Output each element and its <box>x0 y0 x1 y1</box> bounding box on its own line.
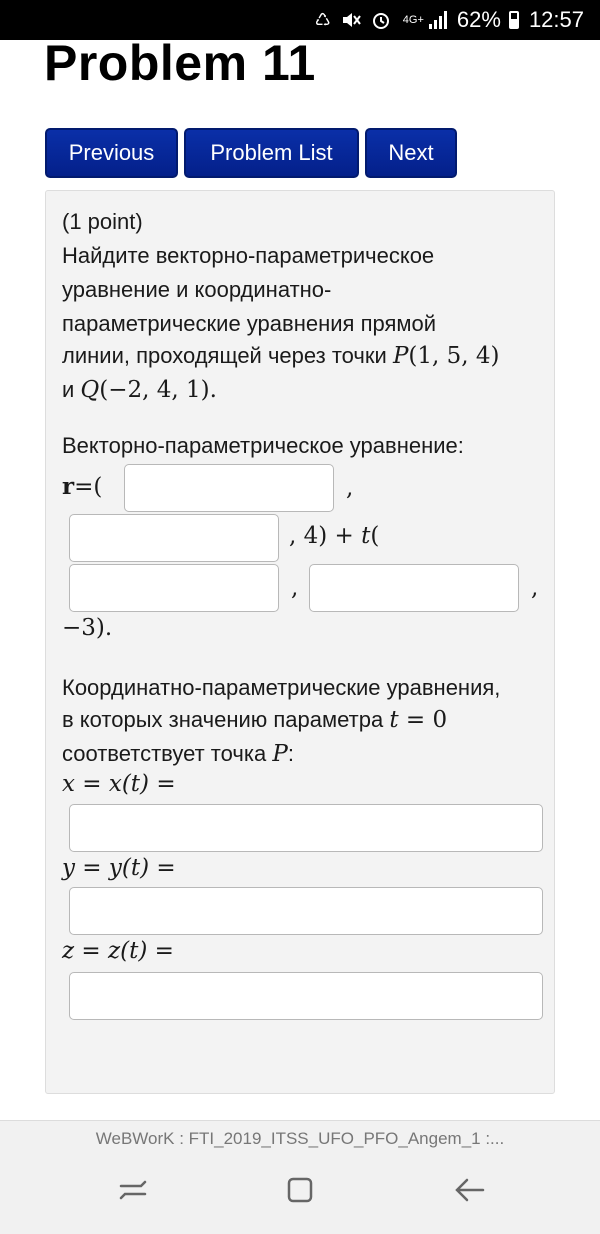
clock: 12:57 <box>528 7 584 32</box>
problem-list-button[interactable]: Problem List <box>184 128 359 178</box>
comma-1: , <box>346 475 354 501</box>
z-equation-label: z = z(t) = <box>62 938 174 964</box>
vector-point-x-input[interactable] <box>124 464 334 512</box>
statement-line-4 <box>62 339 500 373</box>
y-equation-label: y = y(t) = <box>62 855 176 881</box>
statement-line-3: параметрические уравнения прямой <box>62 311 437 336</box>
network-type: 4G+ <box>402 14 424 26</box>
point-p: P(1, 5, 4) <box>392 343 500 369</box>
mid-expression <box>289 523 379 549</box>
mid-expression-text: , 4) + <box>289 523 362 549</box>
alarm-icon <box>371 10 391 30</box>
problem-points: (1 point) <box>62 209 143 234</box>
point-q-coords: (−2, 4, 1). <box>99 377 217 403</box>
recycle-icon: ♺ <box>314 9 331 30</box>
vector-point-y-input[interactable] <box>69 514 279 562</box>
t-equals-zero: t = 0 <box>389 707 448 733</box>
point-p-ref: P <box>272 741 288 767</box>
mute-icon <box>341 10 361 30</box>
point-p-coords: (1, 5, 4) <box>408 343 500 369</box>
statement-line-2: уравнение и координатно- <box>62 277 332 302</box>
recent-apps-icon[interactable] <box>113 1170 153 1210</box>
statement-line-1: Найдите векторно-параметрическое <box>62 243 435 268</box>
x-equation-label: x = x(t) = <box>62 771 176 797</box>
comma-3: , <box>531 575 539 601</box>
previous-button[interactable]: Previous <box>45 128 178 178</box>
direction-x-input[interactable] <box>69 564 279 612</box>
open-paren: ( <box>370 523 380 549</box>
coord-line-1: Координатно-параметрические уравнения, <box>62 675 501 700</box>
next-button[interactable]: Next <box>365 128 457 178</box>
coord-line-3-text: соответствует точка <box>62 741 267 766</box>
x-equation-input[interactable] <box>69 804 543 852</box>
coord-line-3 <box>62 737 294 771</box>
z-equation-input[interactable] <box>69 972 543 1020</box>
direction-y-input[interactable] <box>309 564 519 612</box>
problem-navigation <box>45 128 457 178</box>
coord-line-2 <box>62 703 447 737</box>
r-equals-paren: =( <box>74 474 103 500</box>
r-equals <box>62 473 102 500</box>
footer-text: WeBWorK : FTI_2019_ITSS_UFO_PFO_Angem_1 :... <box>95 1129 505 1148</box>
vector-equation-label: Векторно-параметрическое уравнение: <box>62 433 464 458</box>
battery-icon <box>509 11 519 29</box>
end-expression: −3). <box>62 615 113 641</box>
colon: : <box>287 741 294 766</box>
comma-2: , <box>291 575 299 601</box>
t-symbol: t <box>361 523 371 549</box>
coord-line-2-text: в которых значению параметра <box>62 707 384 732</box>
signal-icon <box>427 11 447 29</box>
statement-line-5 <box>62 373 217 407</box>
back-icon[interactable] <box>449 1170 489 1210</box>
battery-level: 62% <box>456 7 501 32</box>
page-title: Problem 11 <box>44 35 316 91</box>
r-vector-symbol: r <box>62 473 75 500</box>
y-equation-input[interactable] <box>69 887 543 935</box>
statement-line-4-text: линии, проходящей через точки <box>62 343 387 368</box>
home-icon[interactable] <box>280 1170 320 1210</box>
and-word: и <box>62 377 75 402</box>
point-q: Q(−2, 4, 1). <box>80 377 217 403</box>
